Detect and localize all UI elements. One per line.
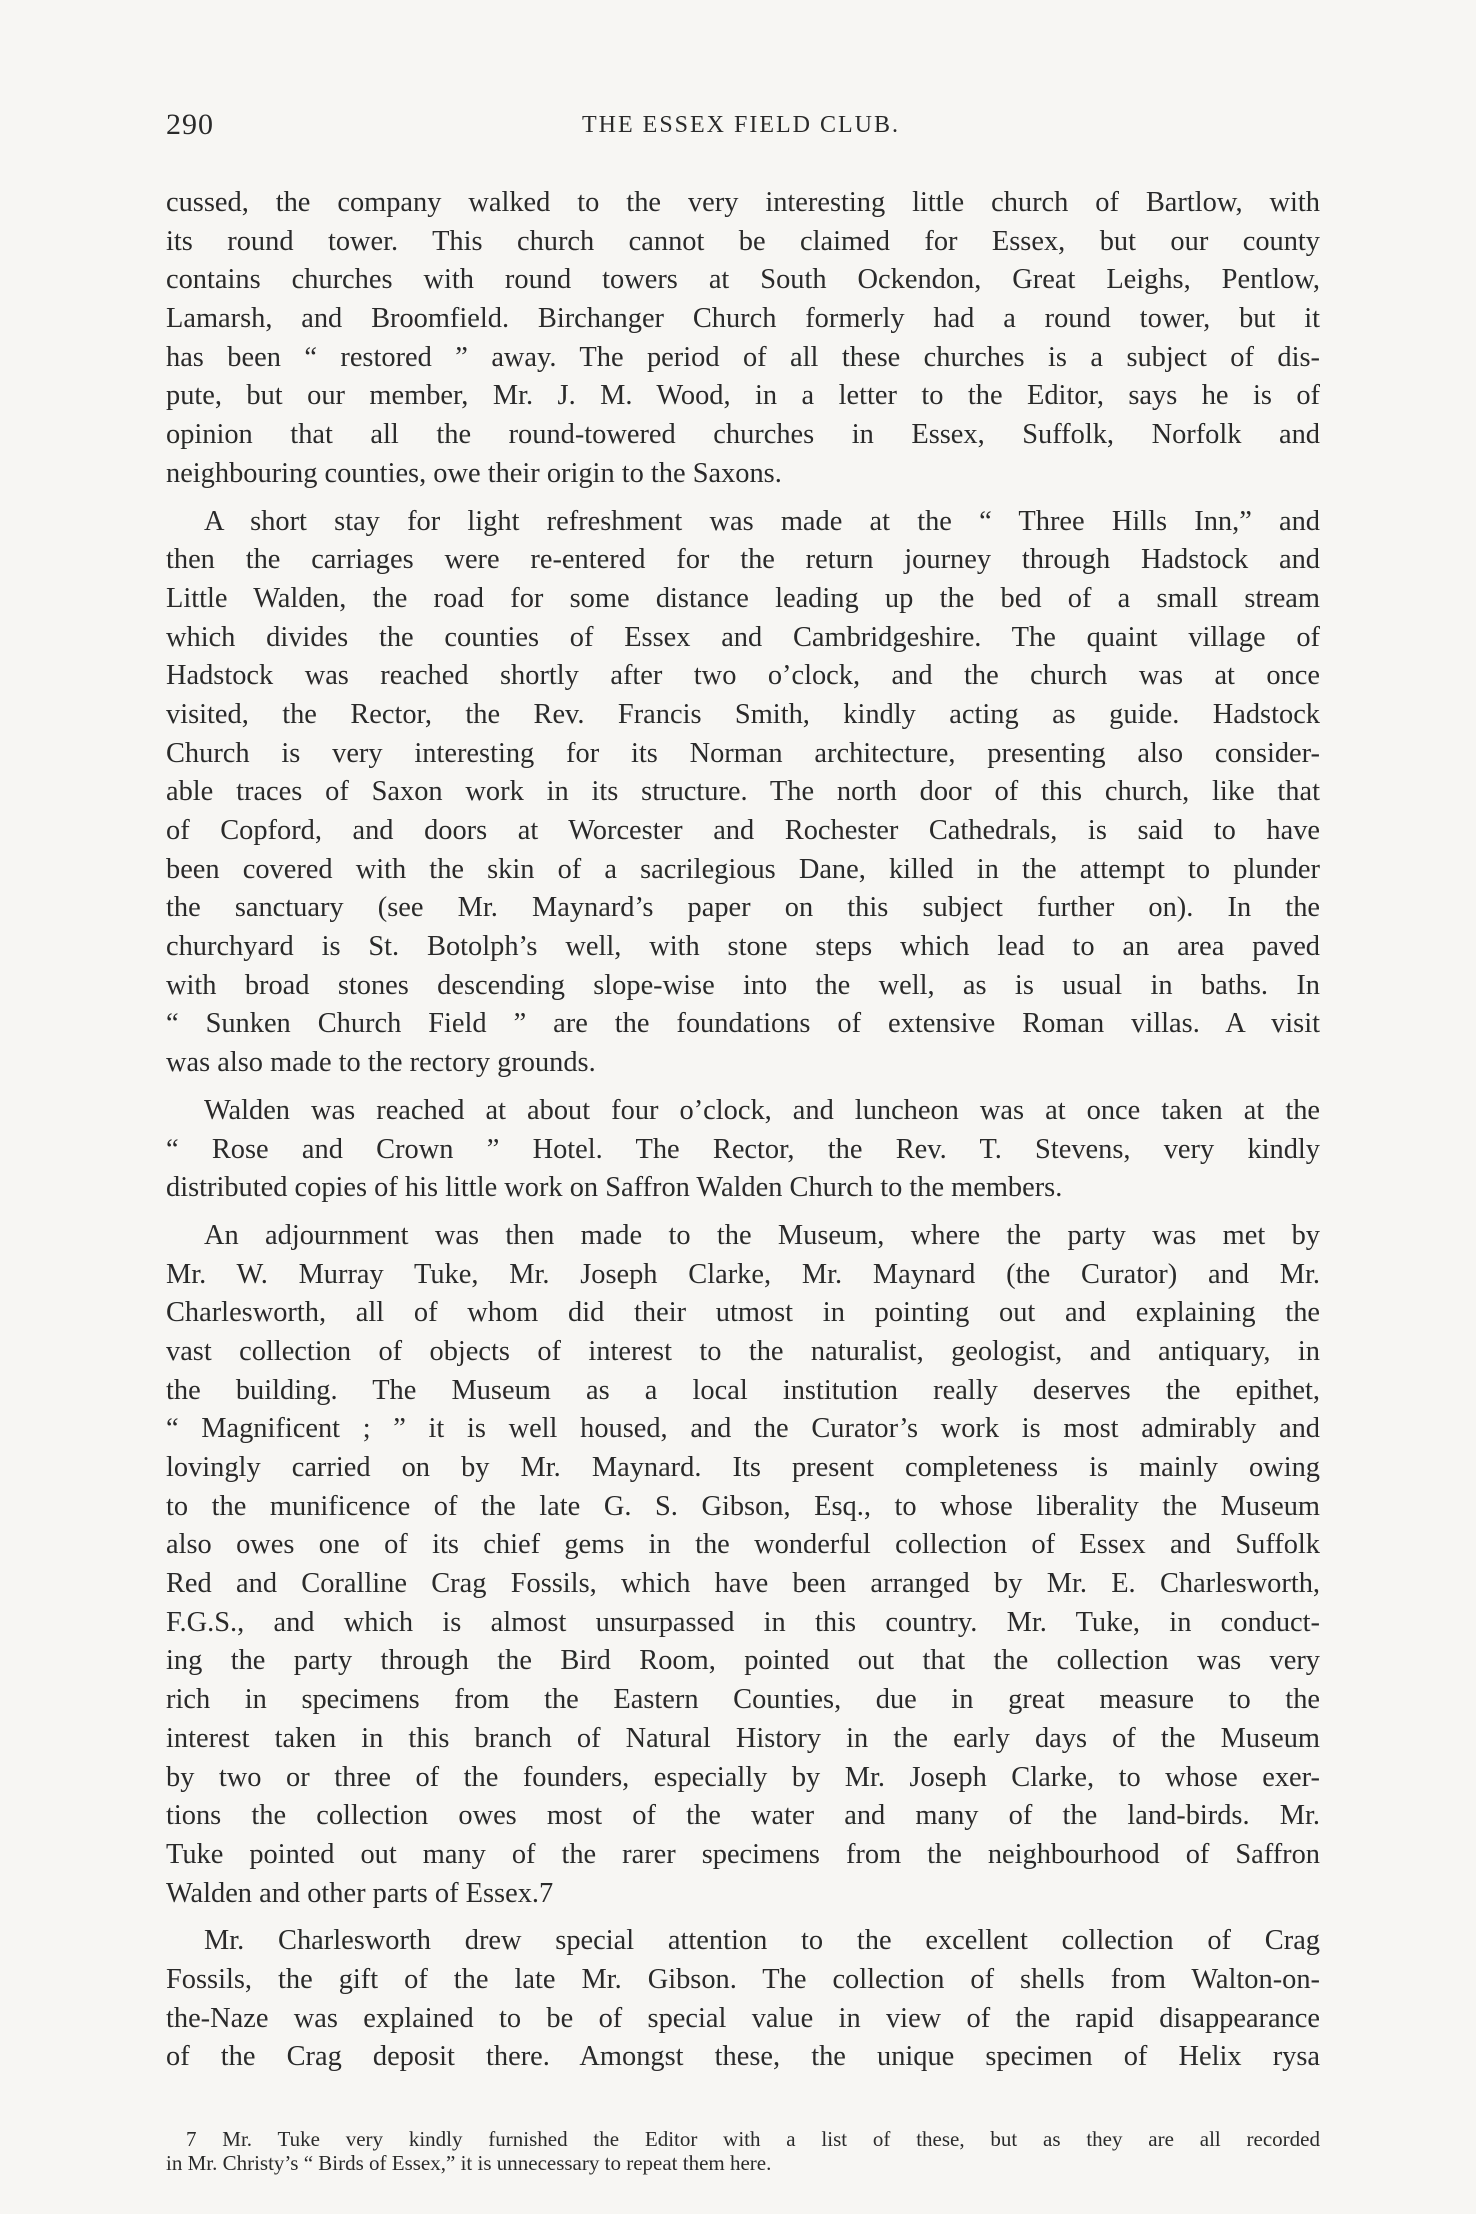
paragraph-gap — [166, 494, 1320, 503]
text-line: ing the party through the Bird Room, pointed out that the collection was very — [166, 1645, 1320, 1677]
footnote-separator — [166, 2077, 1320, 2127]
paragraph — [166, 1092, 1320, 1208]
text-line: of the Crag deposit there. Amongst these, the unique specimen of Helix rysa — [166, 2041, 1320, 2073]
text-line: contains churches with round towers at South Ockendon, Great Leighs, Pentlow, — [166, 264, 1320, 296]
text-line: rich in specimens from the Eastern Counties, due in great measure to the — [166, 1684, 1320, 1716]
page-number: 290 — [166, 108, 214, 141]
text-line: Mr. W. Murray Tuke, Mr. Joseph Clarke, Mr. Maynard (the Curator) and Mr. — [166, 1258, 1320, 1290]
text-line: Red and Coralline Crag Fossils, which have been arranged by Mr. E. Charlesworth, — [166, 1568, 1320, 1600]
text-line: F.G.S., and which is almost unsurpassed in this country. Mr. Tuke, in conduct- — [166, 1606, 1320, 1638]
text-line: the sanctuary (see Mr. Maynard’s paper on this subject further on). In the — [166, 892, 1320, 924]
text-line: pute, but our member, Mr. J. M. Wood, in a letter to the Editor, says he is of — [166, 380, 1320, 412]
text-line: opinion that all the round-towered churches in Essex, Suffolk, Norfolk and — [166, 419, 1320, 451]
paragraph — [166, 184, 1320, 494]
text-line: visited, the Rector, the Rev. Francis Smith, kindly acting as guide. Hadstock — [166, 698, 1320, 730]
paragraph-gap — [166, 1208, 1320, 1217]
text-line: by two or three of the founders, especially by Mr. Joseph Clarke, to whose exer- — [166, 1761, 1320, 1793]
text-line: Little Walden, the road for some distance leading up the bed of a small stream — [166, 582, 1320, 614]
text-line: was also made to the rectory grounds. — [166, 1047, 596, 1079]
text-line: A short stay for light refreshment was made at the “ Three Hills Inn,” and — [204, 505, 1320, 537]
text-line: Charlesworth, all of whom did their utmost in pointing out and explaining the — [166, 1297, 1320, 1329]
running-title: THE ESSEX FIELD CLUB. — [582, 112, 900, 138]
paragraph-gap — [166, 1913, 1320, 1922]
paragraph — [166, 1922, 1320, 2077]
text-line: neighbouring counties, owe their origin to the Saxons. — [166, 457, 782, 489]
text-line: the building. The Museum as a local institution really deserves the epithet, — [166, 1374, 1320, 1406]
text-line: tions the collection owes most of the water and many of the land-birds. Mr. — [166, 1800, 1320, 1832]
footnote — [166, 2127, 1320, 2175]
paragraph — [166, 503, 1320, 1083]
footnote-line: in Mr. Christy’s “ Birds of Essex,” it is unnecessary to repeat them here. — [166, 2151, 772, 2175]
page-header — [166, 108, 1316, 152]
text-line: its round tower. This church cannot be claimed for Essex, but our county — [166, 225, 1320, 257]
text-line: to the munificence of the late G. S. Gibson, Esq., to whose liberality the Museum — [166, 1490, 1320, 1522]
text-line: interest taken in this branch of Natural History in the early days of the Museum — [166, 1722, 1320, 1754]
text-line: “ Sunken Church Field ” are the foundations of extensive Roman villas. A visit — [166, 1008, 1320, 1040]
text-line: Hadstock was reached shortly after two o’clock, and the church was at once — [166, 660, 1320, 692]
text-line: the-Naze was explained to be of special value in view of the rapid disappearance — [166, 2002, 1320, 2034]
text-line: Tuke pointed out many of the rarer specimens from the neighbourhood of Saffron — [166, 1838, 1320, 1870]
text-line: cussed, the company walked to the very interesting little church of Bartlow, with — [166, 187, 1320, 218]
text-line: Walden was reached at about four o’clock, and luncheon was at once taken at the — [204, 1094, 1320, 1126]
text-line: distributed copies of his little work on Saffron Walden Church to the members. — [166, 1172, 1063, 1204]
paragraph-gap — [166, 1083, 1320, 1092]
text-line: An adjournment was then made to the Museum, where the party was met by — [204, 1219, 1320, 1251]
text-line: of Copford, and doors at Worcester and Rochester Cathedrals, is said to have — [166, 815, 1320, 846]
text-line: also owes one of its chief gems in the wonderful collection of Essex and Suffolk — [166, 1529, 1320, 1561]
text-line: been covered with the skin of a sacrilegious Dane, killed in the attempt to plunder — [166, 853, 1320, 885]
text-line: which divides the counties of Essex and Cambridgeshire. The quaint village of — [166, 621, 1320, 653]
footnote-line: 7 Mr. Tuke very kindly furnished the Editor with a list of these, but as they are all recorded — [186, 2127, 1320, 2151]
text-line: “ Magnificent ; ” it is well housed, and the Curator’s work is most admirably and — [166, 1413, 1320, 1445]
text-line: with broad stones descending slope-wise into the well, as is usual in baths. In — [166, 969, 1320, 1001]
text-line: able traces of Saxon work in its structure. The north door of this church, like that — [166, 776, 1320, 808]
text-line: lovingly carried on by Mr. Maynard. Its present completeness is mainly owing — [166, 1452, 1320, 1483]
text-line: then the carriages were re-entered for the return journey through Hadstock and — [166, 544, 1320, 576]
body-text — [166, 184, 1320, 2175]
text-line: Mr. Charlesworth drew special attention to the excellent collection of Crag — [204, 1925, 1320, 1957]
text-line: Walden and other parts of Essex.7 — [166, 1877, 554, 1909]
text-line: Lamarsh, and Broomfield. Birchanger Church formerly had a round tower, but it — [166, 303, 1320, 335]
text-line: “ Rose and Crown ” Hotel. The Rector, the Rev. T. Stevens, very kindly — [166, 1133, 1320, 1165]
text-line: Fossils, the gift of the late Mr. Gibson. The collection of shells from Walton-on- — [166, 1963, 1320, 1995]
text-line: churchyard is St. Botolph’s well, with stone steps which lead to an area paved — [166, 931, 1320, 963]
text-line: Church is very interesting for its Norman architecture, presenting also consider- — [166, 737, 1320, 769]
text-line: has been “ restored ” away. The period of all these churches is a subject of dis- — [166, 341, 1320, 373]
text-line: vast collection of objects of interest to the naturalist, geologist, and antiquary, in — [166, 1335, 1320, 1367]
paragraph — [166, 1217, 1320, 1913]
